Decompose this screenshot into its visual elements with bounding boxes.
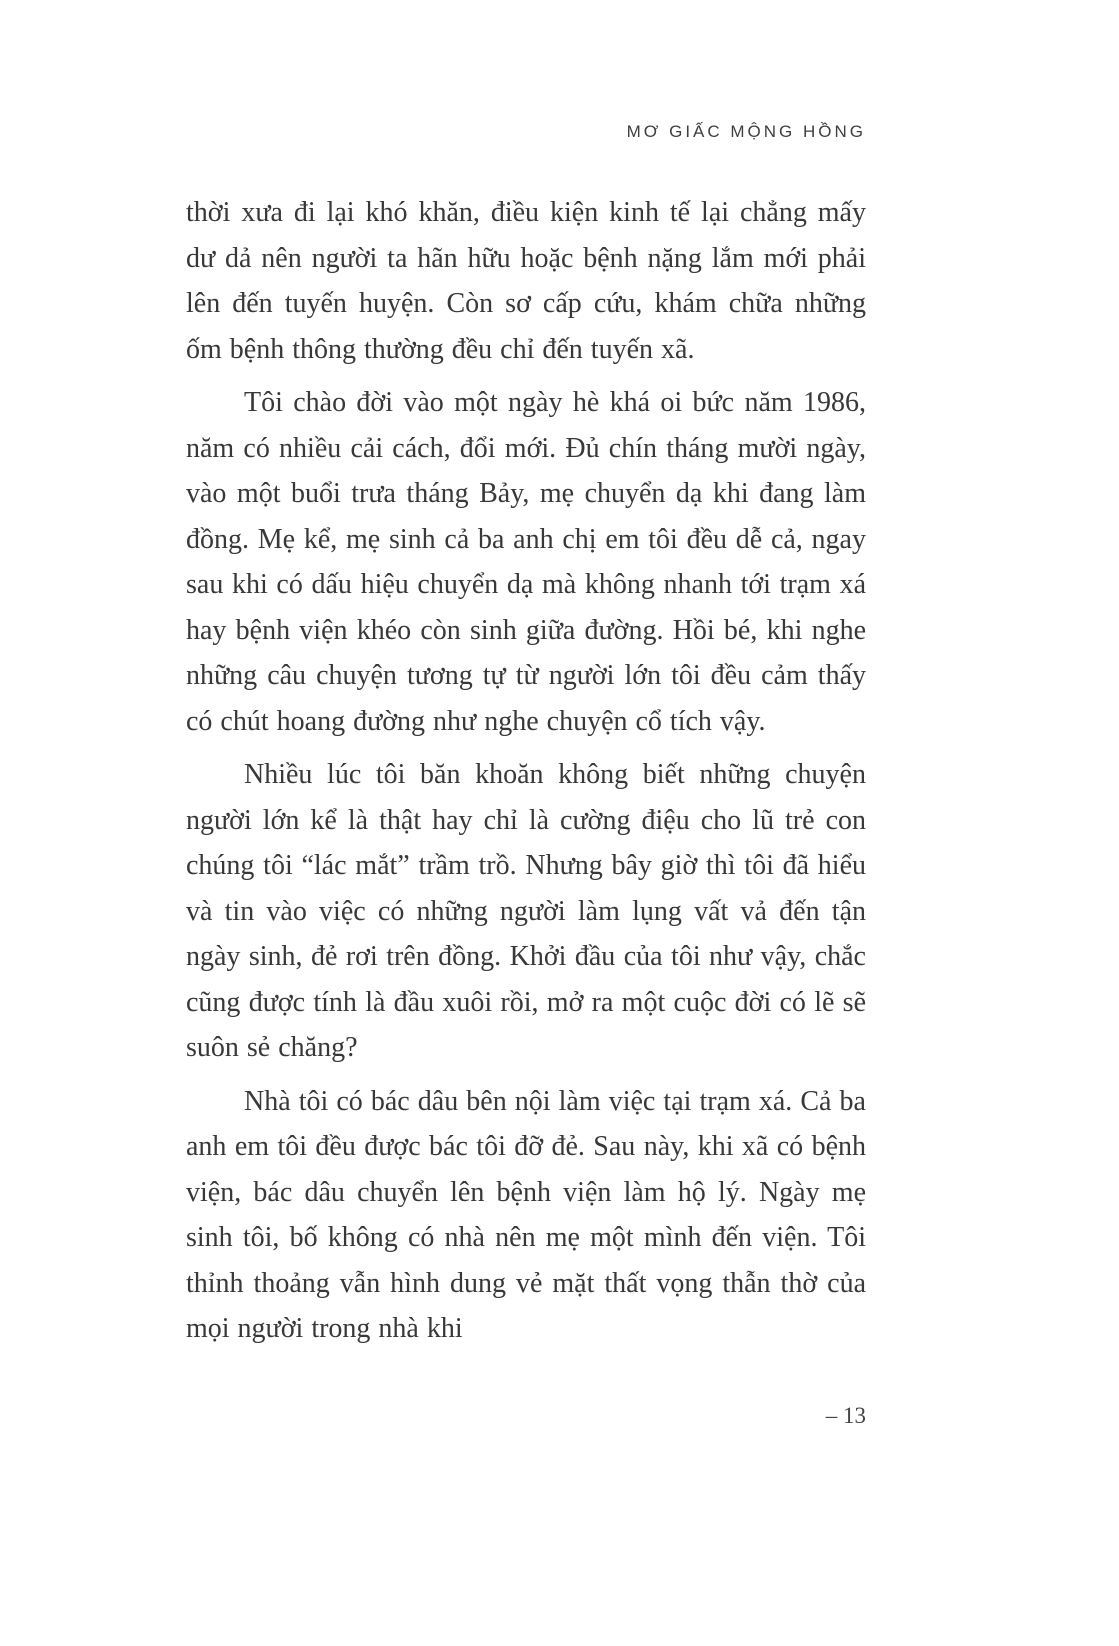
paragraph-continuation: thời xưa đi lại khó khăn, điều kiện kinh tế lại chẳng mấy dư dả nên người ta hãn hữu hoặc bệnh nặng lắm mới phải lên đến tuyến huyện. Còn sơ cấp cứu, khám chữa những ốm bệnh thông thường đều chỉ đến tuyến xã. (186, 197, 866, 365)
body-text (186, 190, 866, 1360)
running-header: MƠ GIẤC MỘNG HỒNG (626, 122, 866, 141)
paragraph: Nhà tôi có bác dâu bên nội làm việc tại trạm xá. Cả ba anh em tôi đều được bác tôi đỡ đẻ. Sau này, khi xã có bệnh viện, bác dâu chuyển lên bệnh viện làm hộ lý. Ngày mẹ sinh tôi, bố không có nhà nên mẹ một mình đến viện. Tôi thỉnh thoảng vẫn hình dung vẻ mặt thất vọng thẫn thờ của mọi người trong nhà khi (186, 1085, 866, 1344)
paragraph: Nhiều lúc tôi băn khoăn không biết những chuyện người lớn kể là thật hay chỉ là cường điệu cho lũ trẻ con chúng tôi “lác mắt” trầm trồ. Nhưng bây giờ thì tôi đã hiểu và tin vào việc có những người làm lụng vất vả đến tận ngày sinh, đẻ rơi trên đồng. Khởi đầu của tôi như vậy, chắc cũng được tính là đầu xuôi rồi, mở ra một cuộc đời có lẽ sẽ suôn sẻ chăng? (186, 759, 866, 1063)
paragraph: Tôi chào đời vào một ngày hè khá oi bức năm 1986, năm có nhiều cải cách, đổi mới. Đủ chín tháng mười ngày, vào một buổi trưa tháng Bảy, mẹ chuyển dạ khi đang làm đồng. Mẹ kể, mẹ sinh cả ba anh chị em tôi đều dễ cả, ngay sau khi có dấu hiệu chuyển dạ mà không nhanh tới trạm xá hay bệnh viện khéo còn sinh giữa đường. Hồi bé, khi nghe những câu chuyện tương tự từ người lớn tôi đều cảm thấy có chút hoang đường như nghe chuyện cổ tích vậy. (186, 387, 866, 737)
page-number: – 13 (825, 1403, 866, 1428)
